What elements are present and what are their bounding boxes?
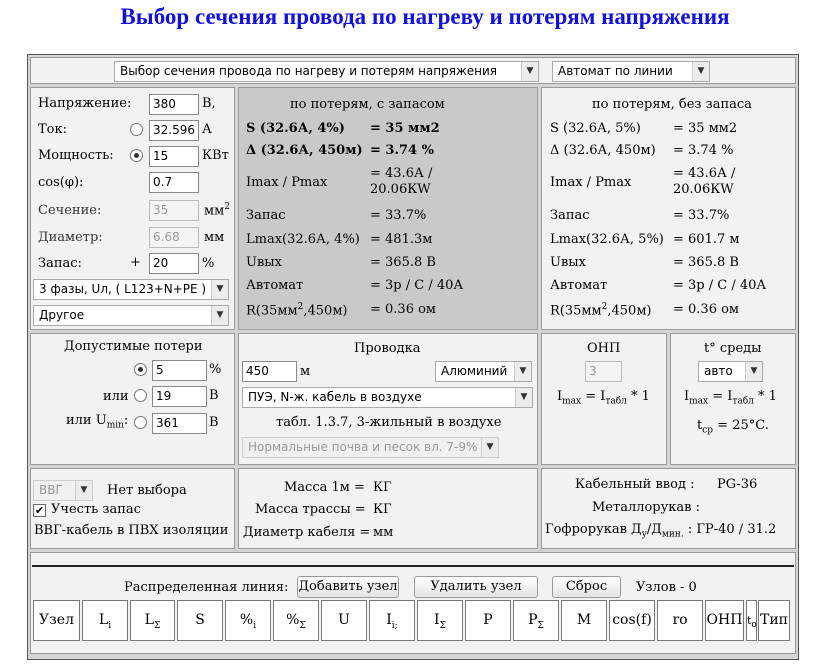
r2-label-7-sup: 2	[601, 302, 608, 312]
table-header-cell: $\%_i$	[225, 600, 271, 641]
cos-label: cos(φ):	[38, 175, 84, 190]
r1-value-0: = 35 мм2	[370, 121, 440, 136]
mass-row1: Масса 1м =	[284, 480, 365, 495]
env-tcp	[697, 418, 769, 436]
soil-select-value: Нормальные почва и песок вл. 7-9%	[248, 440, 478, 454]
breaker-select[interactable]	[552, 61, 710, 82]
r2-label-6: Автомат	[550, 278, 608, 293]
entry-l3e: : ГР-40 / 31.2	[683, 522, 777, 537]
losses-umin-unit: В	[209, 415, 219, 430]
losses-or1-label: или	[103, 389, 129, 404]
section-unit: $мм^2$	[204, 202, 230, 219]
onp-f2: max	[562, 396, 582, 407]
r2-value-2: = 43.6А / 20.06КW	[673, 166, 736, 197]
losses-pct-radio[interactable]	[134, 363, 147, 376]
r2-value-0: = 35 мм2	[673, 121, 738, 136]
entry-l3b: у	[641, 529, 647, 540]
no-choice-label: Нет выбора	[107, 483, 187, 498]
r1-label-7	[246, 302, 348, 318]
r1-value-4: = 481.3м	[370, 232, 433, 247]
current-unit: А	[202, 122, 212, 137]
mass-row3-unit: мм	[373, 525, 394, 540]
env-select-value: авто	[704, 364, 733, 378]
r1-value-1: = 3.74 %	[370, 143, 434, 158]
entry-l3a: Гофрорукав Д	[545, 522, 642, 537]
table-header-cell: $\%_\Sigma$	[273, 600, 319, 641]
power-input[interactable]: 15	[149, 146, 199, 167]
chevron-down-icon: ▼	[514, 362, 531, 381]
table-note: табл. 1.3.7, 3-жильный в воздухе	[276, 415, 502, 430]
r1-label-7-b: ,450м)	[303, 303, 348, 319]
wiring-heading: Проводка	[354, 341, 421, 356]
table-header-cell: Узел	[33, 600, 80, 641]
r1-value-3: = 33.7%	[370, 208, 427, 223]
cable-type-value: ВВГ	[39, 483, 63, 497]
env-select[interactable]	[698, 361, 763, 382]
reserve-checkbox[interactable]: ✔	[34, 504, 45, 517]
table-header-cell: $I_{i;}$	[369, 600, 415, 641]
losses-pct-unit: %	[209, 362, 222, 377]
r2-value-1: = 3.74 %	[673, 143, 734, 158]
power-label: Мощность:	[38, 148, 114, 163]
reset-button[interactable]: Сброс	[552, 576, 621, 598]
diameter-label: Диаметр:	[38, 230, 103, 245]
env-f3: = I	[708, 389, 733, 404]
losses-or2-b: :	[123, 413, 129, 428]
env-t3: = 25°C.	[713, 418, 769, 433]
result-without-reserve-heading: по потерям, без запаса	[592, 97, 752, 112]
r1-label-3: Запас	[246, 208, 286, 223]
table-header-cell: $L_\Sigma$	[130, 600, 175, 641]
r1-value-5: = 365.8 В	[370, 255, 436, 270]
env-formula	[684, 389, 777, 407]
r2-label-2: Imax / Pmax	[550, 175, 632, 190]
losses-heading: Допустимые потери	[64, 339, 203, 354]
r1-label-7-a: R(35мм	[246, 303, 298, 319]
r1-label-2: Imax / Pmax	[246, 175, 328, 190]
mass-row2: Масса трассы =	[255, 502, 366, 517]
entry-label1: Кабельный ввод :	[575, 477, 695, 492]
entry-l3d: мин.	[661, 529, 684, 540]
mode-select[interactable]	[114, 61, 539, 82]
diameter-unit: мм	[204, 230, 225, 245]
table-header-cell: $I_\Sigma$	[417, 600, 463, 641]
losses-pct-input[interactable]: 5	[152, 360, 207, 381]
table-header-cell: P	[465, 600, 511, 641]
power-unit: КВт	[202, 148, 229, 163]
distributed-divider	[32, 565, 794, 567]
r1-label-5: Uвых	[246, 255, 282, 270]
r2-label-7	[550, 302, 652, 318]
r2-label-0: S (32.6А, 5%)	[550, 121, 641, 136]
reserve-input[interactable]: 20	[149, 253, 199, 274]
method-select[interactable]	[242, 387, 533, 408]
diameter-input: 6.68	[149, 227, 199, 248]
losses-or2-sub: min	[106, 420, 124, 431]
r1-label-4: Lmax(32.6А, 4%)	[246, 232, 360, 247]
table-header-cell: $t_o$	[746, 600, 757, 641]
chevron-down-icon: ▼	[211, 280, 228, 299]
method-select-value: ПУЭ, N-ж. кабель в воздухе	[248, 390, 422, 404]
entry-label3	[545, 522, 776, 540]
env-t1: t	[697, 418, 703, 433]
breaker-select-value: Автомат по линии	[558, 64, 673, 78]
onp-heading: ОНП	[587, 341, 621, 356]
length-input[interactable]: 450	[242, 361, 297, 382]
page-title: Выбор сечения провода по нагреву и потерям напряжения	[120, 4, 730, 29]
losses-umin-input[interactable]: 361	[152, 413, 207, 434]
entry-value1: PG-36	[717, 477, 758, 492]
onp-f3: = I	[581, 389, 606, 404]
r1-label-1: Δ (32.6А, 450м)	[246, 143, 363, 158]
onp-input: 3	[585, 361, 622, 382]
table-header-cell: $L_i$	[82, 600, 128, 641]
r1-label-6: Автомат	[246, 278, 304, 293]
distributed-label: Распределенная линия:	[124, 580, 289, 595]
current-radio[interactable]	[130, 123, 143, 136]
losses-v-unit: В	[209, 388, 219, 403]
chevron-down-icon: ▼	[692, 62, 709, 81]
chevron-down-icon: ▼	[745, 362, 762, 381]
add-node-button[interactable]: Добавить узел	[297, 576, 399, 598]
section-unit-text: мм	[204, 203, 225, 219]
section-input: 35	[149, 200, 199, 221]
material-select[interactable]	[435, 361, 532, 382]
entry-label2: Металлорукав :	[592, 500, 700, 515]
losses-or2-label	[66, 413, 128, 431]
mass-row2-unit: КГ	[373, 502, 392, 517]
reserve-unit: %	[202, 256, 215, 271]
env-heading: t° среды	[704, 341, 762, 356]
env-f1: I	[684, 389, 690, 404]
onp-f5: * 1	[626, 389, 650, 404]
table-header-cell: ro	[657, 600, 703, 641]
table-header-cell: S	[177, 600, 223, 641]
onp-formula	[557, 389, 650, 407]
entry-l3c: /Д	[646, 522, 662, 537]
reserve-label: Запас:	[38, 256, 82, 271]
r2-label-4: Lmax(32.6А, 5%)	[550, 232, 664, 247]
phase-select-value: 3 фазы, Uл, ( L123+N+PE )	[39, 282, 207, 296]
current-input[interactable]: 32.596	[149, 120, 199, 141]
voltage-label: Напряжение:	[38, 96, 132, 111]
r1-label-0: S (32.6А, 4%)	[246, 121, 345, 136]
section-label: Сечение:	[38, 203, 102, 218]
chevron-down-icon: ▼	[211, 306, 228, 325]
material-select-value: Алюминий	[441, 364, 508, 378]
r2-value-7: = 0.36 ом	[673, 302, 740, 317]
reserve-plus: +	[130, 255, 141, 270]
losses-v-input[interactable]: 19	[152, 386, 207, 407]
length-unit: м	[300, 364, 311, 379]
chevron-down-icon: ▼	[521, 62, 538, 81]
phase-select[interactable]	[33, 279, 229, 300]
onp-f1: I	[557, 389, 563, 404]
table-header-cell: cos(f)	[609, 600, 655, 641]
cable-type-select	[33, 480, 93, 501]
env-t2: ср	[702, 425, 714, 436]
r1-value-2: = 43.6А / 20.06КW	[370, 166, 433, 197]
chevron-down-icon: ▼	[75, 481, 92, 500]
r2-value-4: = 601.7 м	[673, 232, 740, 247]
reserve-checkbox-label: Учесть запас	[51, 502, 141, 517]
losses-v-radio[interactable]	[134, 389, 147, 402]
current-label: Ток:	[38, 122, 68, 137]
mode-select-value: Выбор сечения провода по нагреву и потерям напряжения	[120, 64, 498, 78]
cos-input[interactable]: 0.7	[149, 172, 199, 193]
chevron-down-icon: ▼	[481, 438, 498, 457]
r2-label-1: Δ (32.6А, 450м)	[550, 143, 656, 158]
env-f5: * 1	[753, 389, 777, 404]
r2-label-5: Uвых	[550, 255, 586, 270]
r1-value-6: = 3р / С / 40А	[370, 278, 464, 293]
r2-label-7-a: R(35мм	[550, 303, 602, 319]
chevron-down-icon: ▼	[515, 388, 532, 407]
env-f2: max	[689, 396, 709, 407]
table-header-cell: Тип	[758, 600, 790, 641]
voltage-input[interactable]: 380	[149, 94, 199, 115]
losses-umin-radio[interactable]	[134, 416, 147, 429]
table-header-cell: $P_\Sigma$	[513, 600, 559, 641]
losses-or2-a: или U	[66, 413, 107, 428]
nodes-count: Узлов - 0	[636, 580, 697, 595]
remove-node-button[interactable]: Удалить узел	[414, 576, 538, 598]
other-select[interactable]	[33, 305, 229, 326]
mass-row1-unit: КГ	[373, 480, 392, 495]
r2-value-5: = 365.8 В	[673, 255, 739, 270]
onp-f4: табл	[605, 396, 627, 407]
r2-value-6: = 3р / С / 40А	[673, 278, 767, 293]
env-f4: табл	[732, 396, 754, 407]
power-radio[interactable]	[130, 149, 143, 162]
r1-value-7: = 0.36 ом	[370, 302, 437, 317]
other-select-value: Другое	[39, 308, 85, 322]
soil-select	[242, 437, 499, 458]
r2-value-3: = 33.7%	[673, 208, 730, 223]
r2-label-3: Запас	[550, 208, 590, 223]
table-header-cell: ОНП	[705, 600, 744, 641]
cable-description: ВВГ-кабель в ПВХ изоляции	[34, 523, 229, 538]
voltage-unit: В,	[202, 96, 216, 111]
r1-label-7-sup: 2	[297, 302, 304, 312]
result-with-reserve-heading: по потерям, с запасом	[290, 97, 445, 112]
mass-row3: Диаметр кабеля =	[243, 525, 371, 540]
table-header-cell: U	[321, 600, 367, 641]
table-header-cell: M	[561, 600, 607, 641]
r2-label-7-b: ,450м)	[607, 303, 652, 319]
